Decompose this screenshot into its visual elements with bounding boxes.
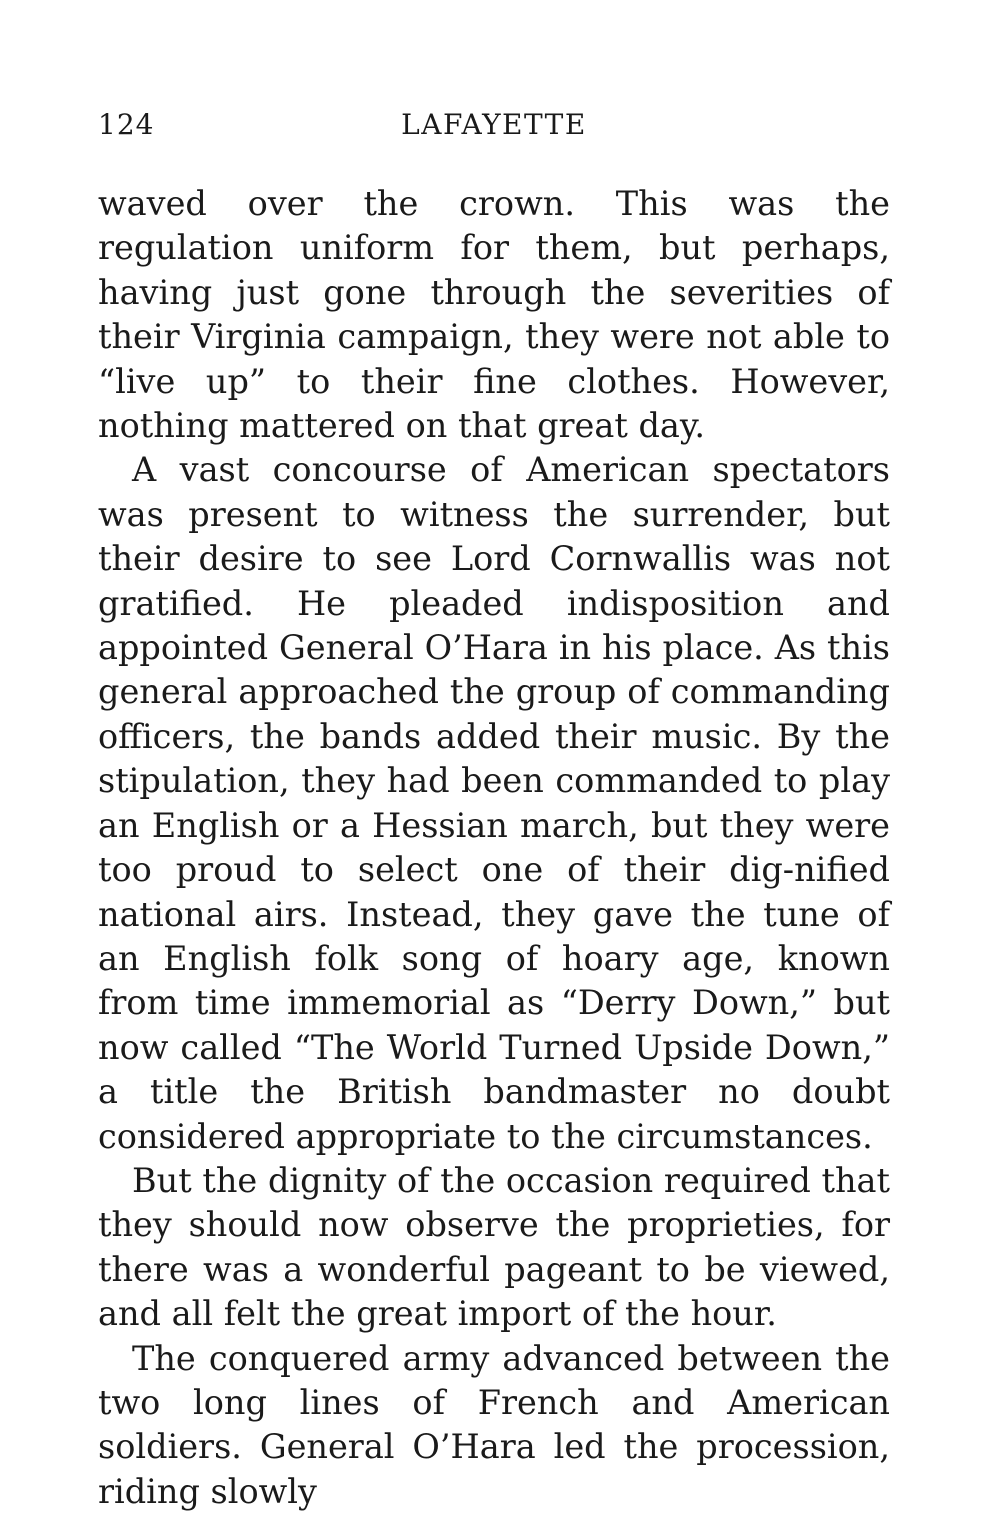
paragraph-continuation: waved over the crown. This was the regulation uniform for them, but perhaps, having just gone through the severities of their Virginia campaign, they were not able to “live up” to their fine clothes. However, nothing mattered on that great day. — [98, 184, 890, 446]
running-title: LAFAYETTE — [401, 108, 587, 141]
paragraph-dignity-occasion: But the dignity of the occasion required that they should now observe the proprieties, for there was a wonderful pageant to be viewed, and all felt the great import of the hour. — [98, 1160, 890, 1334]
running-head — [98, 108, 890, 152]
paragraph-surrender-spectators: A vast concourse of American spectators was present to witness the surrender, but their desire to see Lord Cornwallis was not gratified. He pleaded indisposition and appointed General O’Hara in his place. As this general approached the group of commanding officers, the bands added their music. By the stipulation, they had been commanded to play an English or a Hessian march, but they were too proud to select one of their dig-nified national airs. Instead, they gave the tune of an English folk song of hoary age, known from time immemorial as “Derry Down,” but now called “The World Turned Upside Down,” a title the British bandmaster no doubt considered appropriate to the circumstances. — [98, 450, 890, 1156]
paragraph-conquered-army: The conquered army advanced between the two long lines of French and American soldiers. General O’Hara led the procession, riding slowly — [98, 1338, 890, 1511]
book-page — [98, 108, 890, 1514]
page-number: 124 — [98, 108, 155, 141]
